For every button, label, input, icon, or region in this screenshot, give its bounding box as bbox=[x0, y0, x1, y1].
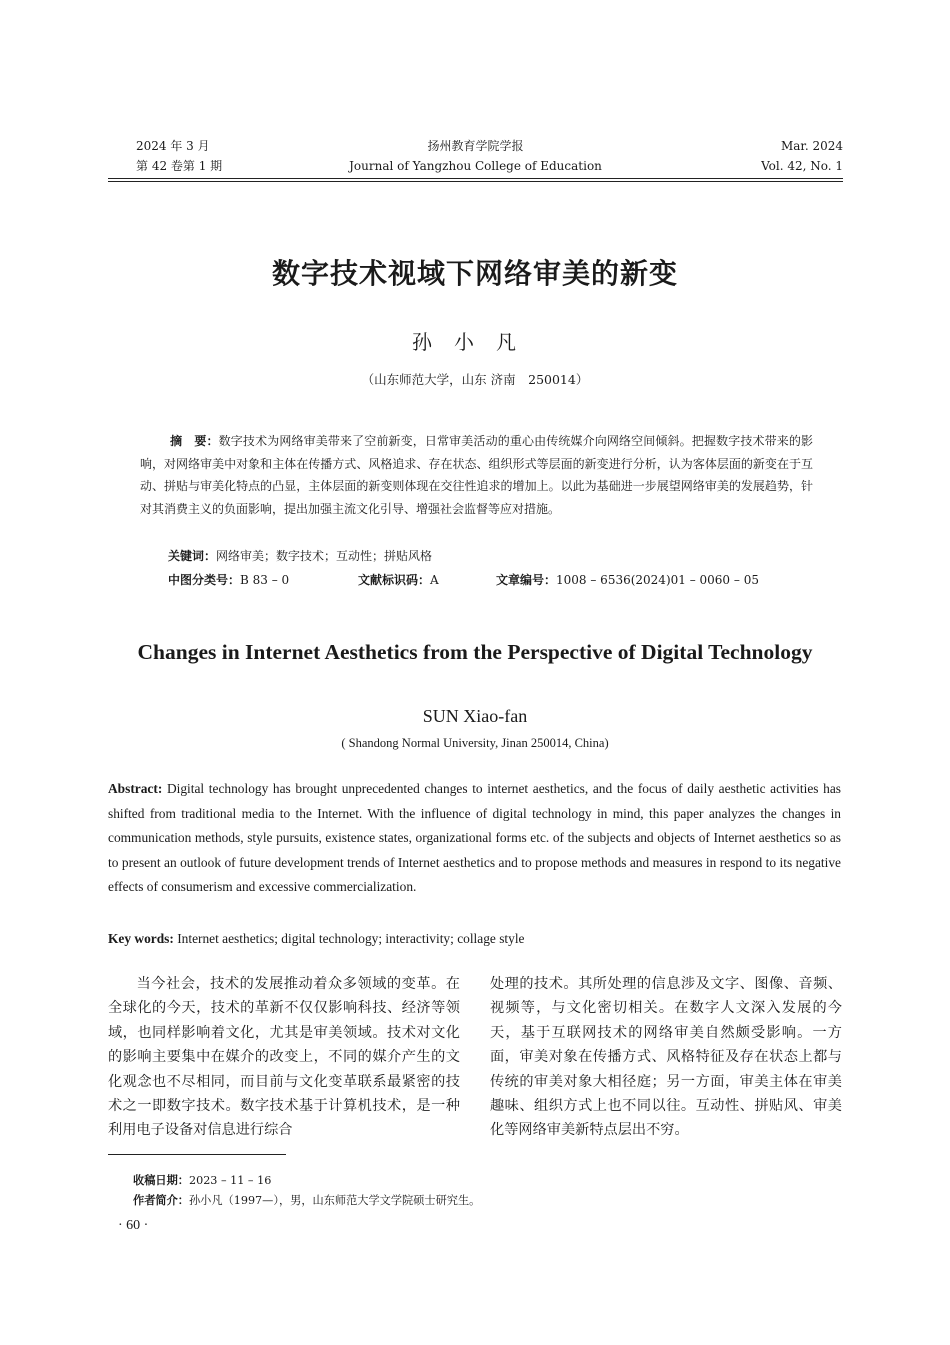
article-title-cn: 数字技术视域下网络审美的新变 bbox=[271, 257, 678, 290]
bio-value: 孙小凡（1997—），男，山东师范大学文学院硕士研究生。 bbox=[188, 1194, 481, 1207]
author-name-en: SUN Xiao-fan bbox=[422, 706, 528, 726]
affiliation-en: ( Shandong Normal University, Jinan 250014, China) bbox=[341, 736, 609, 750]
keywords-cn-text: 网络审美；数字技术；互动性；拼贴风格 bbox=[216, 549, 433, 563]
clc-value: B 83 – 0 bbox=[240, 573, 290, 587]
header-journal-en: Journal of Yangzhou College of Education bbox=[349, 159, 602, 173]
page-number: · 60 · bbox=[118, 1218, 149, 1233]
received-label: 收稿日期： bbox=[133, 1174, 189, 1187]
author-name-cn: 孙小凡 bbox=[412, 330, 538, 354]
keywords-cn bbox=[168, 546, 432, 566]
keywords-cn-label: 关键词： bbox=[168, 549, 217, 563]
received-value: 2023 – 11 – 16 bbox=[188, 1174, 272, 1187]
keywords-en-label: Key words: bbox=[108, 931, 174, 946]
affiliation-cn: （山东师范大学，山东 济南 250014） bbox=[361, 372, 589, 387]
keywords-en bbox=[108, 928, 841, 950]
header-date-cn: 2024 年 3 月 bbox=[136, 139, 210, 153]
keywords-en-text: Internet aesthetics; digital technology; interactivity; collage style bbox=[173, 931, 525, 946]
footnote-received bbox=[133, 1172, 271, 1190]
article-title-en: Changes in Internet Aesthetics from the Perspective of Digital Technology bbox=[137, 640, 813, 664]
abstract-en-label: Abstract: bbox=[108, 781, 163, 796]
abstract-cn-text: 数字技术为网络审美带来了空前新变，日常审美活动的重心由传统媒介向网络空间倾斜。把握数字技术带来的影响，对网络审美中对象和主体在传播方式、风格追求、存在状态、组织形式等层面的新变进行分析，认为客体层面的新变在于互动、拼贴与审美化特点的凸显，主体层面的新变则体现在交往性追求的增加上。以此为基础进一步展望网络审美的发展趋势，针对其消费主义的负面影响，提出加强主流文化引导、增强社会监督等应对措施。 bbox=[140, 434, 813, 516]
article-number-value: 1008 – 6536(2024)01 – 0060 – 05 bbox=[556, 573, 759, 587]
body-right-text: 处理的技术。其所处理的信息涉及文字、图像、音频、视频等，与文化密切相关。在数字人文深入发展的今天，基于互联网技术的网络审美自然颇受影响。一方面，审美对象在传播方式、风格特征及存在状态上都与传统的审美对象大相径庭；另一方面，审美主体在审美趣味、组织方式上也不同以往。互动性、拼贴风、审美化等网络审美新特点层出不穷。 bbox=[490, 976, 842, 1139]
document-code-label: 文献标识码： bbox=[358, 573, 431, 587]
header-rule-bottom bbox=[108, 181, 843, 182]
article-number-label: 文章编号： bbox=[496, 573, 557, 587]
header-date-volume-en bbox=[761, 136, 843, 176]
classification-line bbox=[168, 570, 808, 592]
footnote-rule bbox=[108, 1154, 286, 1155]
article-number bbox=[496, 570, 759, 590]
abstract-cn bbox=[140, 430, 813, 520]
document-code bbox=[358, 570, 439, 590]
document-code-value: A bbox=[430, 573, 439, 587]
clc-label: 中图分类号： bbox=[168, 573, 241, 587]
header-volume-en: Vol. 42, No. 1 bbox=[761, 159, 843, 173]
body-column-right bbox=[490, 972, 842, 1143]
body-column-left bbox=[108, 972, 460, 1143]
header-rule-top bbox=[108, 178, 843, 179]
header-volume-cn: 第 42 卷第 1 期 bbox=[136, 159, 223, 173]
body-left-text: 当今社会，技术的发展推动着众多领域的变革。在全球化的今天，技术的革新不仅仅影响科技、经济等领域，也同样影响着文化，尤其是审美领域。技术对文化的影响主要集中在媒介的改变上，不同的媒介产生的文化观念也不尽相同，而目前与文化变革联系最紧密的技术之一即数字技术。数字技术基于计算机技术，是一种利用电子设备对信息进行综合 bbox=[108, 976, 460, 1139]
header-date-en: Mar. 2024 bbox=[780, 139, 843, 153]
abstract-en-text: Digital technology has brought unprecedented changes to internet aesthetics, and the focus of daily aesthetic activities has shifted from traditional media to the Internet. With the influence of digital technology in mind, this paper analyzes the changes in communication methods, style pursuits, existence states, organizational forms etc. of the subjects and objects of Internet aesthetics so as to present an outlook of future development trends of Internet aesthetics and to propose methods and measures in respond to its negative effects of consumerism and excessive commercialization. bbox=[108, 781, 841, 894]
running-header bbox=[108, 136, 843, 180]
bio-label: 作者简介： bbox=[133, 1194, 189, 1207]
clc-number bbox=[168, 570, 289, 590]
header-journal-cn: 扬州教育学院学报 bbox=[427, 139, 524, 153]
footnote-author-bio bbox=[133, 1192, 480, 1210]
abstract-en bbox=[108, 777, 841, 900]
abstract-cn-label: 摘 要： bbox=[170, 434, 219, 448]
header-journal-name bbox=[108, 136, 843, 176]
